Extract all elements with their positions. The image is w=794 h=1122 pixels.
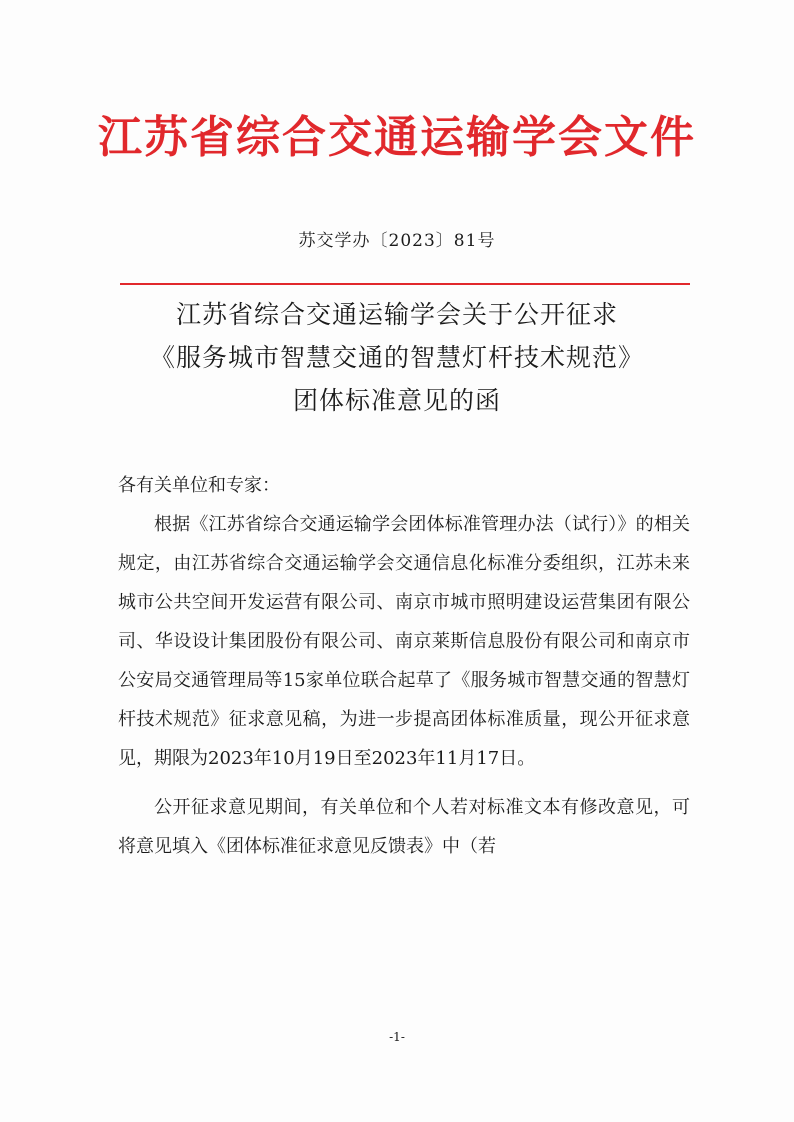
page-number: -1- [389, 1030, 405, 1044]
subject-line-1: 江苏省综合交通运输学会关于公开征求 [175, 300, 618, 329]
document-body [118, 466, 690, 866]
document-subject [0, 293, 794, 422]
document-header-title: 江苏省综合交通运输学会文件 [98, 112, 696, 163]
red-divider-line [120, 283, 690, 285]
subject-line-3: 团体标准意见的函 [292, 386, 501, 415]
subject-line-2: 《服务城市智慧交通的智慧灯杆技术规范》 [149, 343, 644, 372]
body-paragraph-1: 根据《江苏省综合交通运输学会团体标准管理办法（试行）》的相关规定，由江苏省综合交通运输学会交通信息化标准分委组织，江苏未来城市公共空间开发运营有限公司、南京市城市照明建设运营集团有限公司、华设设计集团股份有限公司、南京莱斯信息股份有限公司和南京市公安局交通管理局等15家单位联合起草了《服务城市智慧交通的智慧灯杆技术规范》征求意见稿，为进一步提高团体标准质量，现公开征求意见，期限为2023年10月19日至2023年11月17日。 [118, 514, 690, 769]
salutation: 各有关单位和专家： [118, 475, 280, 496]
document-number: 苏交学办〔2023〕81号 [298, 231, 496, 251]
body-paragraph-2: 公开征求意见期间，有关单位和个人若对标准文本有修改意见，可将意见填入《团体标准征求意见反馈表》中（若 [118, 797, 690, 857]
